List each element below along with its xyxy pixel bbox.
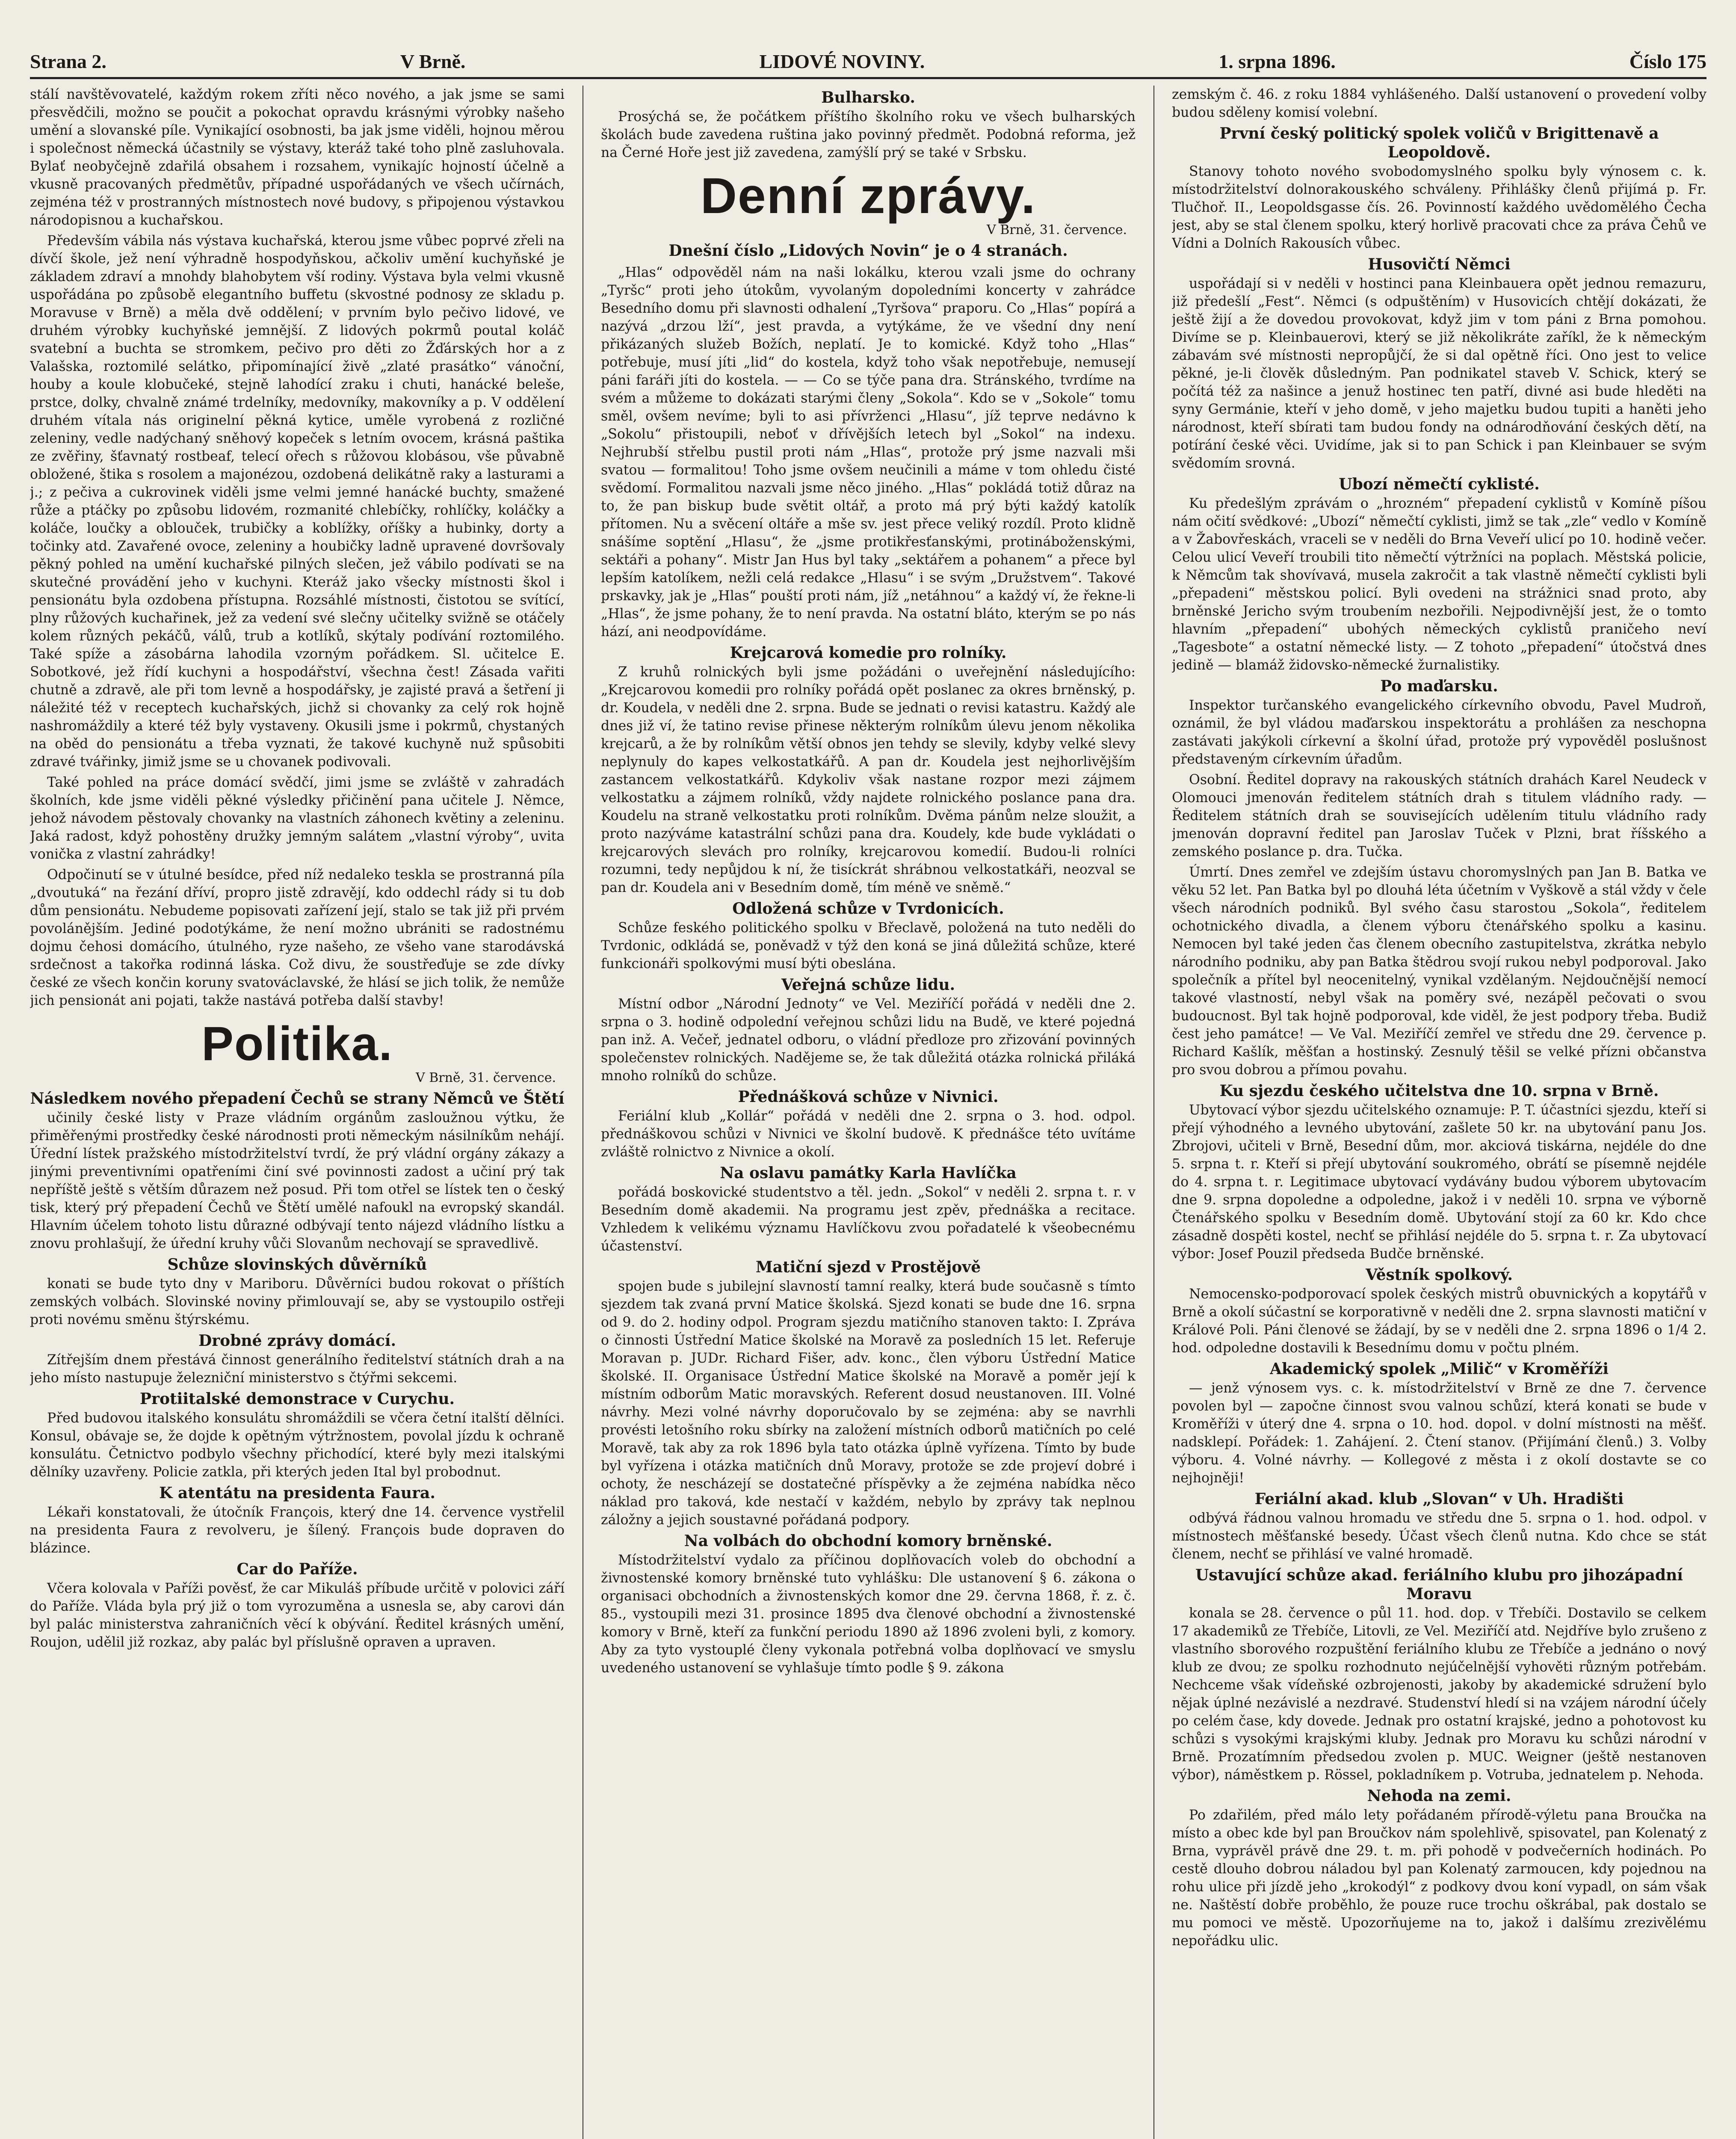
- article-heading: První český politický spolek voličů v Brigittenavě a Leopoldově.: [1219, 124, 1659, 161]
- article-paragraph: Včera kolovala v Paříži pověsť, že car Mikuláš příbude určitě v polovici září do Paříže. Vláda byla prý již o tom vyrozuměna a usnesla se, aby carovi dán byl palác ministerstva zahraničních věcí k obývání. Ředitel krásných umění, Roujon, udělil již rozkaz, aby palác byl příslušně opraven a upraven.: [30, 1581, 565, 1650]
- article-heading: K atentátu na presidenta Faura.: [159, 1484, 435, 1502]
- article-heading: Feriální akad. klub „Slovan“ v Uh. Hradišti: [1254, 1490, 1624, 1508]
- article-heading: Ubozí němečtí cyklisté.: [1339, 475, 1540, 493]
- city-dateline: V Brně.: [400, 50, 466, 72]
- article-heading: Následkem nového přepadení Čechů se strany Němců ve Štětí: [30, 1090, 565, 1108]
- newspaper-title: LIDOVÉ NOVINY.: [759, 50, 925, 72]
- article-paragraph: uspořádají si v neděli v hostinci pana Kleinbauera opět jednou remazuru, již předešlí „Fest“. Němci (s odpuštěním) v Husovicích chtějí dokázati, že ještě žijí a že dovedou provokovat, když jim v tom páni z Brna pomohou. Divíme se p. Kleinbauerovi, který se již několikráte zaříkl, že k německým zábavám své místnosti nepropůjčí, že si dal opětně říci. Ono jest to velice pěkné, je-li člověk důsledným. Pan podnikatel staveb V. Schick, který se počítá též za našince a jenuž hostinec ten patří, divné asi bude hleděti na syny Germánie, kteří v jeho domě, v jeho majetku budou tupiti a haněti jeho národnost, kteří sbírati tam budou fondy na odnárodňování českých dětí, na potírání české věci. Uvidíme, jak si to pan Schick i pan Kleinbauer se svým svědomím srovná.: [1172, 276, 1706, 471]
- article-heading: Drobné zprávy domácí.: [198, 1332, 396, 1350]
- section-dateline: V Brně, 31. července.: [416, 1070, 556, 1085]
- article-heading: Veřejná schůze lidu.: [781, 976, 955, 994]
- article-paragraph: Inspektor turčanského evangelického církevního obvodu, Pavel Mudroň, oznámil, že byl vládou maďarskou inspektorátu a prohlášen za neschopna zastávati jakýkoli církevní a školní úřad, protože prý vypověděl poslušnost představeným církevním úřadům.: [1172, 698, 1706, 767]
- article-heading: Car do Paříže.: [237, 1560, 358, 1578]
- article-paragraph: Ubytovací výbor sjezdu učitelského oznamuje: P. T. účastníci sjezdu, kteří si přejí výhodného a levného ubytování, zašlete 50 kr. na ubytování panu Jos. Zbrojovi, učiteli v Brně, Besední dům, mor. akciová tiskárna, nejdéle do dne 5. srpna t. r. Kteří si přejí ubytování soukromého, obrátí se písemně nejdéle do 4. srpna t. r. Legitimace ubytovací vydávány budou výborem ubytovacím dne 9. srpna dopoledne a odpoledne, jakož i v neděli 10. srpna ve výborně Čtenářského spolku v Besedním domě. Ubytování stojí za 60 kr. Kdo chce zásadně dospěti kostel, nechť se přihlásí nejdéle do 5. srpna t. r. Za ubytovací výbor: Josef Pouzil předseda Budče brněnské.: [1172, 1102, 1706, 1262]
- article-heading: Věstník spolkový.: [1365, 1266, 1513, 1284]
- article-paragraph: spojen bude s jubilejní slavností tamní realky, která bude současně s tímto sjezdem tak zvaná první Matice školská. Sjezd konati se bude dne 16. srpna od 9. do 2. hodiny odpol. Program sjezdu matičního stanoven takto: I. Zpráva o činnosti Ústřední Matice školské na Moravě za posledních 15 let. Referuje Moravan p. JUDr. Richard Fišer, adv. konc., člen výboru Ústřední Matice školské. II. Organisace Ústřední Matice školské na Moravě a poměr její k místním odborům Matic moravských. Referent dosud neustanoven. III. Volné návrhy. Mezi volné návrhy doporučovalo by se zejména: aby se navrhli provésti letošního roku sbírky na založení místních odborů matičních po celé Moravě, tak aby za rok 1896 byla tato otázka úplně vyřízena. Tímto by bude byl vyřízena i otázka matičních dnů Moravy, protože se zde projeví dobré i ochoty, že nescházejí se dostatečné příspěvky a že zejména nabídka něco náklad pro taková, kde nestačí v každém, nebylo by zprávy tak neplnou záložny a jejich soustavné pořádaná podpory.: [601, 1279, 1136, 1528]
- article-paragraph: učinily české listy v Praze vládním orgánům zasloužnou výtku, že přiměřenými prostředky české národnosti proti německým násilníkům nehájí. Úřední lístek pražského místodržitelství tvrdí, že prý vládní orgány zákazy a jinými preventivními opatřeními činí své povinnosti zadost a učiní prý tak nepříště ještě s větším důrazem než posud. Při tom otřel se lístek ten o český tisk, který prý přepadení Čechů ve Štětí umělé nafoukl na evropský skandál. Hlavním účelem tohoto listu důrazné odbývají tento nájezd vládního lístku a znovu prohlašují, že úřední kruhy vůči Slovanům nechovají se spravedlivě.: [30, 1110, 565, 1251]
- column-divider: [1153, 86, 1154, 2139]
- article-paragraph: Úmrtí. Dnes zemřel ve zdejším ústavu choromyslných pan Jan B. Batka ve věku 52 let. Pan Batka byl po dlouhá léta účetním v Vyškově a stál vždy v čele všech národních podniků. Byl svého času starostou „Sokola“, ředitelem ochotnického divadla, a členem výboru čtenářského spolku a kasinu. Nemocen byl také jeden čas členem obecního zastupitelstva, zkrátka nebylo národního podniku, aby pan Batka štědrou svojí rukou nebyl podporoval. Jako společník a přítel byl neocenitelný, vynikal vzdělaným. Nejdoučnější nemocí takové vlastností, nebyl však na poměry své, nezápěl pečovati o svou budoucnost. Byl tak hojně podporoval, kde viděl, že jest podpory třeba. Budiž čest jeho památce! — Ve Val. Meziříčí zemřel ve středu dne 29. července p. Richard Kašlík, měšťan a hostinský. Zesnulý těšil se velké přízni občanstva pro svou dobrou a přímou povahu.: [1172, 865, 1706, 1078]
- page-number: Strana 2.: [30, 50, 106, 72]
- article-heading: Na volbách do obchodní komory brněnské.: [684, 1532, 1053, 1550]
- issue-number: Číslo 175: [1629, 50, 1706, 72]
- article-heading: Husovičtí Němci: [1368, 255, 1511, 273]
- article-paragraph: Feriální klub „Kollár“ pořádá v neděli dne 2. srpna o 3. hod. odpol. přednáškovou schůzi v Nivnici ve školní budově. K přednášce této uvítáme zvláště rolnictvo z Nivnice a okolí.: [601, 1108, 1136, 1160]
- article-heading: Nehoda na zemi.: [1367, 1787, 1511, 1805]
- issue-date: 1. srpna 1896.: [1218, 50, 1336, 72]
- article-paragraph: konala se 28. července o půl 11. hod. dop. v Třebíči. Dostavilo se celkem 17 akademiků ze Třebíče, Litovli, ze Vel. Meziříčí atd. Nejdříve bylo zrušeno z vlastního sborového rozpuštění feriálního klubu ze Třebíče a jednáno o nový klub ze dvou; ze spolku rozhodnuto nejúčelnější vyhověti různým potřebám. Nechceme však vídeňské ozbrojenosti, jakoby by akademické sdružení bylo nějak úplné nezávislé a nezdravé. Studenství hledí si na vzájem národní účely po celém čase, kdy dovede. Jednak pro ostatní krajské, jedno a pohotovost ku schůzi s vysokými krajskými kluby. Jednak pro Moravu ku schůzi národní v Brně. Prozatímním předsedou zvolen p. MUC. Weigner (ještě nestanoven výbor), náměstkem p. Rössel, pokladníkem p. Votruba, jednatelem p. Nehoda.: [1172, 1606, 1706, 1783]
- article-paragraph: Před budovou italského konsulátu shromáždili se včera četní italští dělníci. Konsul, obávaje se, že dojde k opětným výtržnostem, povolal jízdu k ochraně konsulátu. Četnictvo podbylo všechny přichodící, které byly mezi italskými dělníky uzavřeny. Policie zatkla, při kterých jeden Ital byl probodnut.: [30, 1410, 565, 1480]
- article-paragraph: Lékaři konstatovali, že útočník François, který dne 14. července vystřelil na presidenta Faura z revolveru, je šílený. François bude dopraven do blázince.: [30, 1505, 565, 1556]
- column-2: [601, 86, 1136, 2139]
- article-paragraph: stálí navštěvovatelé, každým rokem zříti něco nového, a jak jsme se sami přesvědčili, možno se poučit a pokochat opravdu krásnými výrobky našeho umění a slovanské píle. Vynikající osobnosti, ba jak jsme viděli, hojnou měrou i společnost německá účastnily se výstavy, kteráž také toho plně zasluhovala. Bylať neobyčejně zdařilá obsahem i rozsahem, vynikajíc hojností účelně a vkusně pracovaných předmětův, případné uspořádaných ve všech učírnách, zejména též v prostranných místnostech nové budovy, s připojenou výstavkou národopisnou a kuchařskou.: [30, 87, 565, 228]
- article-paragraph: Místodržitelství vydalo za příčinou doplňovacích voleb do obchodní a živnostenské komory brněnské tuto vyhlášku: Dle ustanovení § 6. zákona o organisaci obchodních a živnostenských komor dne 29. června 1868, ř. z. č. 85., vystoupili mezi 31. prosince 1895 dva členové obchodní a živnostenské komory v Brně, kteří za funkční periodu 1890 až 1896 zvoleni byli, z komory. Aby za tyto vystouplé členy vykonala potřebná volba doplňovací ve smyslu uvedeného ustanovení se vyhlašuje tímto podle § 9. zákona: [601, 1552, 1136, 1676]
- article-paragraph: Prosýchá se, že počátkem příštího školního roku ve všech bulharských školách bude zavedena ruština jako povinný předmět. Podobná reforma, jež na Černé Hoře jest již zavedena, zamýšlí prý se také v Srbsku.: [601, 109, 1136, 160]
- article-paragraph: Z kruhů rolnických byli jsme požádáni o uveřejnění následujícího: „Krejcarovou komedii pro rolníky pořádá opět poslanec za okres brněnský, p. dr. Koudela, v neděli dne 2. srpna. Bude se jednati o revisi katastru. Každý ale dnes již ví, že tatino revise přinese některým rolníkům úlevu jenom několika krejcarů, a že by rolníkům větší obnos jen tehdy se slevily, kdyby velké slevy neplynuly do kapes velkostatkářů. A pan dr. Koudela jest nejhorlivějším zastancem velkostatkářů. Kdykoliv však nastane rozpor mezi zájmem velkostatku a zájmem rolníků, vždy najdete rolnického poslance pana dra. Koudelu na straně velkostatku proti rolníkům. Dvěma pánům nelze sloužit, a proto nazýváme katastrální schůzi pana dra. Koudely, kde bude vykládati o krejcarových slevách pro rolníky, krejcarovou komedií. Budou-li rolníci rozumni, tedy nepůjdou k ní, že tisíckrát shrábnou velkostatkáři, neozval se pan dr. Koudela ani v Besedním domě, tím méně ve sněmě.“: [601, 664, 1136, 895]
- newspaper-page: [30, 17, 1706, 2139]
- article-paragraph: Stanovy tohoto nového svobodomyslného spolku byly výnosem c. k. místodržitelství dolnorakouského schváleny. Přihlášky členů přijímá p. Fr. Tlučhoř. II., Leopoldsgasse čís. 26. Povinností každého uvědomělého Čecha jest, aby se stal členem spolku, který horlivě pracovati chce za práva Čehů ve Vídni a Dolních Rakousích vůbec.: [1172, 164, 1706, 251]
- article-heading: Na oslavu památky Karla Havlíčka: [720, 1164, 1017, 1182]
- article-paragraph: Ku předešlým zprávám o „hrozném“ přepadení cyklistů v Komíně píšou nám očití svědkové: „Ubozí“ němečtí cyklisti, jimž se tak „zle“ vedlo v Komíně a v Žabovřeskách, vraceli se v neděli do Brna Veveří ulicí po 10. hodině večer. Celou ulicí Veveří troubili tito němečtí výtržníci na poplach. Městská policie, k Němcům tak shovívavá, musela zakročit a tak vlastně němečtí cyklisti byli „přepadeni“ městskou policí. Byli ovedeni na strážnici snad proto, aby brněnské Jericho svým troubením nezbořili. Nejpodivnější jest, že o tomto hlavním „přepadení“ ubohých německých cyklistů praničeho neví „Tagesbote“ a ostatní německé listy. — Z tohoto „přepadení“ útočstvá dnes jedině — blamáž židovsko-německé žurnalistiky.: [1172, 496, 1706, 673]
- article-paragraph: zemským č. 46. z roku 1884 vyhlášeného. Další ustanovení o provedení volby budou sděleny komisí volební.: [1172, 87, 1706, 120]
- article-heading: Akademický spolek „Milič“ v Kroměříži: [1269, 1360, 1609, 1378]
- columns: [30, 86, 1706, 2139]
- article-paragraph: Po zdařilém, před málo lety pořádaném přírodě-výletu pana Broučka na místo a obec kde byl pan Broučkov nám spolehlivě, spisovatel, pan Kolenatý z Brna, vyprávěl právě dne 29. t. m. při pohodě v podvečerních hodinách. Po cestě dlouho dobrou náladou byl pan Kolenatý zarmoucen, kdy pojednou na rohu ulice při jízdě jeho „krokodýl“ z podkovy dvou koní vypadl, on sám však ne. Naštěstí dobře proběhlo, že pouze ruce trochu oškrábal, pak dostalo se mu pomoci ve městě. Upozorňujeme na to, jakož i dalšímu zrezivělému nepořádku ulic.: [1172, 1807, 1706, 1949]
- page-header: [30, 34, 1706, 79]
- section-title-politika: Politika.: [201, 1017, 393, 1070]
- article-heading: Přednášková schůze v Nivnici.: [738, 1088, 999, 1106]
- section-dateline: V Brně, 31. července.: [987, 222, 1127, 237]
- article-paragraph: odbývá řádnou valnou hromadu ve středu dne 5. srpna o 1. hod. odpol. v místnostech měšťanské besedy. Účast všech členů nutna. Kdo chce se stát členem, nechť se přihlásí ve valné hromadě.: [1172, 1511, 1706, 1562]
- issue-notice: Dnešní číslo „Lidových Novin“ je o 4 stranách.: [668, 242, 1068, 260]
- article-heading: Krejcarová komedie pro rolníky.: [730, 644, 1007, 662]
- article-heading: Protiitalské demonstrace v Curychu.: [139, 1390, 455, 1408]
- column-1: [30, 86, 565, 2139]
- article-paragraph: Místní odbor „Národní Jednoty“ ve Vel. Meziříčí pořádá v neděli dne 2. srpna o 3. hodině odpolední veřejnou schůzi lidu na Budě, ve které pojedná pan inž. A. Večeř, jednatel odboru, o vládní předloze pro zřizování povinných společenstev rolnických. Nadějeme se, že tak důležitá otázka rolnická přiláká mnoho rolníků do schůze.: [601, 996, 1136, 1084]
- article-paragraph: pořádá boskovické studentstvo a těl. jedn. „Sokol“ v neděli 2. srpna t. r. v Besedním domě akademii. Na programu jest zpěv, přednáška a recitace. Vzhledem k velikému významu Havlíčkovu zvou pořadatelé k všeobecnému účastenství.: [601, 1185, 1136, 1254]
- article-paragraph: — jenž výnosem vys. c. k. místodržitelství v Brně ze dne 7. července povolen byl — započne činnost svou valnou schůzí, která konati se bude v Kroměříži v úterý dne 4. srpna o 10. hod. dopol. v dolní místnosti na měšť. nadsklepí. Pořádek: 1. Zahájení. 2. Čtení stanov. (Přijímání členů.) 3. Volby výboru. 4. Volné návrhy. — Kollegové z města i z okolí dostavte se co nejhojněji!: [1172, 1381, 1706, 1486]
- article-paragraph: Nemocensko-podporovací spolek českých mistrů obuvnických a kopytářů v Brně a okolí súčastní se korporativně v neděli dne 2. srpna slavnosti matiční v Králové Poli. Páni členové se žádají, by se v neděli dne 2. srpna 1896 o 1/4 2. hod. odpoledne dostavili k Besednímu domu v počtu plném.: [1172, 1286, 1706, 1356]
- article-heading: Schůze slovinských důvěrníků: [167, 1256, 427, 1274]
- article-paragraph: Odpočinutí se v útulné besídce, před níž nedaleko teskla se prostranná píla „dvoutuká“ na řezání dříví, propro jistě zdravějí, kdo oddechl rády si tu dob dům pensionátu. Nebudeme popisovati zařízení její, stalo se tak již při prvém povolánějším. Jediné podotýkáme, že není možno ubrániti se radostnému dojmu čehosi domácího, útulného, ryze našeho, ze všeho vane starodávská srdečnost a takořka rodinná láska. Což divu, že soustřeďuje se zde dívky české ze všech končin koruny svatováclavské, že hlásí se jich tolik, že nemůže jich pensionát ani pojati, takže nastává potřeba další stavby!: [30, 867, 565, 1008]
- article-paragraph: Především vábila nás výstava kuchařská, kterou jsme vůbec poprvé zřeli na dívčí škole, jež není výhradně hospodyňskou, ačkoliv umění kuchyňské je základem zdraví a mnohdy blahobytem vší rodiny. Výstava byla velmi vkusně uspořádána po způsobě elegantního buffetu (skvostné podnosy ze skladu p. Moravuse v Brně) a měla dvě oddělení; v prvním bylo pečivo lidové, ve druhém výrobky kuchyňské jemnější. Z lidových pokrmů poutal koláč svatební a buchta se stromkem, pečivo pro děti zo Žďárských hor a z Valašska, roztomilé selátko, připomínající živě „zlaté prasátko“ vánoční, houby a koule klobučeké, stejně lahodící zraku i chuti, hanácké beleše, prstce, dolky, chvalně známé trdelníky, medovníky, makovníky a p. V oddělení druhém vítala nás originelní pěkná kytice, uměle vyrobená z rozličné zeleniny, vedle nadýchaný sněhový kopeček s letním ovocem, krásná paštika ze zvěřiny, šťavnatý rostbeaf, telecí ořech s růžovou klobásou, vše půvabně obložené, štika s rosolem a majonézou, ozdobená delikátně raky a lasturami a j.; z pečiva a cukrovinek viděli jsme velmi jemné hanácké buchty, smažené růže a ptáčky po způsobu lidovém, rozmanité chlebíčky, rohlíčky, koláčky a koláče, loučky a oblouček, trubičky a koblížky, oříšky a hubinky, dorty a točinky atd. Zavařené ovoce, zeleniny a houbičky ladně upravené dovršovaly pěkný pohled na umění kuchařské pilných slečen, jež vábilo podívati se na skutečné provádění jeho v kuchyni. Kteráž jako všecky místnosti škol i pensionátu byla ozdobena přístupna. Rozsáhlé místnosti, čistotou se svítící, plny růžových kuchařinek, jež za vedení své slečny učitelky svižně se otáčely kolem různých pekáčů, válů, trub a kotlíků, skýtaly podívání roztomilého. Také spíže a zásobárna lahodila vzorným pořádkem. Sl. učitelce E. Sobotkové, jež řídí kuchyni a hospodářství, všechna čest! Zásada vařiti chutně a zdravě, ale při tom levně a hospodářsky, je zajisté pravá a šetření ji náležité též v receptech kuchařských, jichž si chovanky za celý rok hojně nashromáždily a které též byly vystaveny. Okusili jsme i pokrmů, chystaných na oběd do pensionátu a třeba vyznati, že takové kuchyně nuž spůsobiti zdravé tvářinky, jimiž jsme se u chovanek podivovali.: [30, 233, 565, 770]
- article-heading: Matiční sjezd v Prostějově: [755, 1258, 981, 1276]
- article-heading: Odložená schůze v Tvrdonicích.: [732, 900, 1004, 918]
- article-heading: Ustavující schůze akad. feriálního klubu pro jihozápadní Moravu: [1195, 1566, 1683, 1603]
- article-heading: Ku sjezdu českého učitelstva dne 10. srpna v Brně.: [1219, 1082, 1659, 1100]
- article-paragraph: Schůze feského politického spolku v Břeclavě, položená na tuto neděli do Tvrdonic, odkládá se, poněvadž v týž den koná se jiná důležitá schůze, které funkcionáři spolkovými musí býti obeslána.: [601, 920, 1136, 972]
- article-paragraph: Také pohled na práce domácí svědčí, jimi jsme se zvláště v zahradách školních, kde jsme viděli pěkné výsledky přičinění pana učitele J. Němce, jehož návodem pěstovaly chovanky na vlastních záhonech květiny a zeleninu. Jaká radost, když pohostěny družky jemným salátem „vlastní výroby“, uvita vonička z vlastní zahrádky!: [30, 775, 565, 862]
- article-heading: Bulharsko.: [821, 89, 915, 107]
- column-3: [1172, 86, 1706, 2139]
- article-paragraph: Zítřejším dnem přestává činnost generálního ředitelství státních drah a na jeho místo nastupuje železniční ministerstvo s čtýřmi sekcemi.: [30, 1352, 565, 1386]
- article-paragraph: „Hlas“ odpověděl nám na naši lokálku, kterou vzali jsme do ochrany „Tyršc“ proti jeho útokům, vyvolaným dopoledními koncerty v zahrádce Besedního domu při slavnosti odhalení „Tyršova“ praporu. Co „Hlas“ popírá a nazývá „drzou lží“, jest pravda, a vytýkáme, že ve všední dny není přikázaných služeb Božích, neplatí. Je to komické. Když toho „Hlas“ potřebuje, musí jíti „lid“ do kostela, když toho však nepotřebuje, nemusejí páni faráři jíti do kostela. — — Co se týče pana dra. Stránského, tvrdíme na svém a můžeme to dokázati starými členy „Sokola“. Kdo se v „Sokole“ tomu směl, ovšem nevíme; byli to asi přívrženci „Hlasu“, jíž teprve nedávno k „Sokolu“ přistoupili, neboť v dřívějších letech byl „Sokol“ na indexu. Nejhrubší střelbu pustil proti nám „Hlas“, protože prý jsme nazvali mši svatou — formalitou! Toho jsme ovšem neučinili a máme v tom ohledu čisté svědomí. Formalitou nazvali jsme něco jiného. „Hlas“ pokládá totiž důraz na to, že pan biskup bude světit oltář, a proto má prý býti každý katolík přítomen. Nu a svěcení oltáře a mše sv. jest přece veliký rozdíl. Proto klidně snášíme soptění „Hlasu“, že „jsme protikřesťanskými, protináboženskými, sektáři a pohany“. Mistr Jan Hus byl taky „sektářem a pohanem“ a přece byl lepším katolíkem, nežli celá redakce „Hlasu“ i se svým „Družstvem“. Takové prskavky, jak je „Hlas“ pouští proti nám, jíž „netáhnou“ a každý ví, že řekne-li „Hlas“, že jsme pohany, že to není pravda. Na ostatní bláto, kterým se po nás hází, ani neodpovídáme.: [601, 265, 1136, 640]
- article-paragraph: konati se bude tyto dny v Mariboru. Důvěrníci budou rokovat o příštích zemských volbách. Slovinské noviny přimlouvají se, aby se vystoupilo ostřeji proti novému směnu štýrskému.: [30, 1276, 565, 1327]
- section-title-denni-zpravy: Denní zprávy.: [700, 168, 1036, 224]
- article-paragraph: Osobní. Ředitel dopravy na rakouských státních drahách Karel Neudeck v Olomouci jmenován ředitelem státních drah s titulem vládního rady. — Ředitelem státních drah se souvisejících udělením titulu vládního rady jmenován dopravní ředitel pan Jaroslav Tuček v Plzni, brat říšského a zemského poslance p. dra. Tučka.: [1172, 772, 1706, 859]
- article-heading: Po maďarsku.: [1380, 677, 1498, 695]
